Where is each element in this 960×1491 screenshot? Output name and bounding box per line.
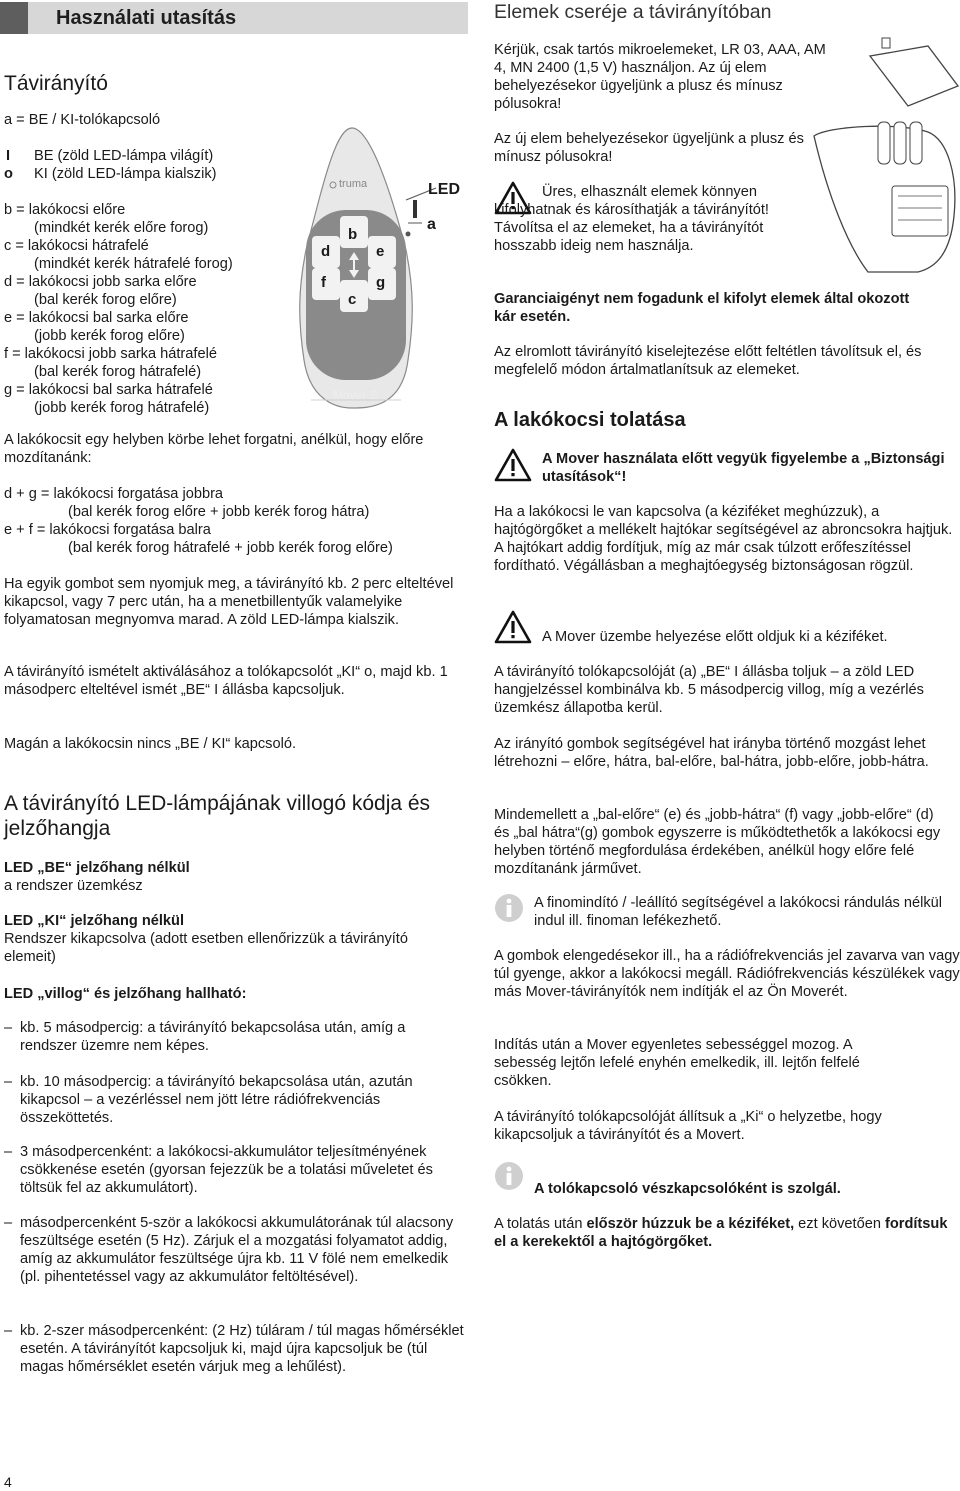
remote-model: Mover S	[333, 388, 378, 402]
legend-line: b = lakókocsi előre	[4, 202, 126, 218]
bullet-dash: –	[4, 1020, 13, 1036]
legend-line: (bal kerék forog előre)	[34, 292, 177, 308]
reverse-warning-2: A Mover üzembe helyezése előtt oldjuk ki a kéziféket.	[542, 629, 888, 645]
reverse-section-title: A lakókocsi tolatása	[494, 409, 686, 431]
reactivate-text: A távirányító ismételt aktiválásához a tolókapcsolót „KI“ o, majd kb. 1 másodperc elteltével ismét „BE“ I állásba kapcsoljuk.	[4, 664, 448, 698]
reverse-text-1: Ha a lakókocsi le van kapcsolva (a kéziféket meghúzzuk), a hajtógörgőket a mellékelt hajtókar segítségével az abroncsokra hajtjuk. A hajtókart addig fordítjuk, míg az már csak túlzott erőfeszítéssel fordítható. Végállásban a meghajtóegység biztonságosan rögzül.	[494, 504, 953, 574]
slide-switch	[413, 200, 417, 218]
legend-line: d = lakókocsi jobb sarka előre	[4, 274, 197, 290]
bullet-dash: –	[4, 1323, 13, 1339]
reverse-warning: A Mover használata előtt vegyük figyelembe a „Biztonsági utasítások“!	[542, 451, 945, 485]
auto-off-text: Ha egyik gombot sem nyomjuk meg, a távirányító kb. 2 perc elteltével kikapcsol, vagy 7 perc után, ha a menetbillentyűk valamelyike folyamatosan megnyomva marad. A zöld LED-lámpa kialszik.	[4, 576, 454, 628]
led-blink-title: LED „villog“ és jelzőhang hallható:	[4, 986, 247, 1002]
reverse-text-2: A távirányító tolókapcsolóját (a) „BE“ I állásba toljuk – a zöld LED hangjelzéssel kombinálva kb. 5 másodpercig villog, míg a vezérlés üzemkész állapotba kerül.	[494, 664, 924, 716]
button-b-label: b	[348, 226, 358, 243]
page-header-bar	[0, 2, 468, 34]
header-accent-block	[0, 2, 28, 34]
page-number: 4	[4, 1474, 12, 1490]
battery-text-1: Kérjük, csak tartós mikroelemeket, LR 03, AAA, AM 4, MN 2400 (1,5 V) használjon. Az új elem behelyezésekor ügyeljünk a plusz és mínusz pólusokra!	[494, 42, 826, 112]
legend-line: (bal kerék forog hátrafelé)	[34, 364, 202, 380]
final-text-b: először húzzuk be a kéziféket,	[586, 1216, 795, 1232]
final-text-c: ezt követően	[794, 1216, 885, 1232]
reverse-text-3: Az irányító gombok segítségével hat irányba történő mozgást lehet létrehozni – előre, hátra, bal-előre, bal-hátra, jobb-előre, jobb-hátra.	[494, 736, 929, 770]
reverse-text-6: Indítás után a Mover egyenletes sebességgel mozog. A sebesség lejtőn lefelé enyhén emelkedik, ill. lejtőn felfelé csökken.	[494, 1037, 860, 1089]
page-header-title: Használati utasítás	[56, 7, 237, 29]
blink-item: kb. 10 másodpercig: a távirányító bekapcsolása után, azután kikapcsol – a vezérléssel nem jött létre rádiófrekvenciás összeköttetés.	[20, 1074, 413, 1126]
legend-o: KI (zöld LED-lámpa kialszik)	[34, 166, 217, 182]
rotate-ef-sub: (bal kerék forog hátrafelé + jobb kerék forog előre)	[68, 540, 393, 556]
reverse-text-5: A gombok elengedésekor ill., ha a rádiófrekvenciás jel zavarva van vagy túl gyenge, akkor a lakókocsi megáll. Rádiófrekvenciás készülékek vagy más Mover-távirányítók nem indítják el az Ön Moverét.	[494, 948, 960, 1000]
final-text-d: fordítsuk el a kerekektől a hajtógörgőket.	[494, 1216, 948, 1250]
warning-icon	[494, 610, 532, 644]
reverse-text-4: Mindemellett a „bal-előre“ (e) és „jobb-hátra“ (f) vagy „jobb-előre“ (d) és „bal hátra“(g) gombok egyszerre is működtethetők a lakókocsi egy helyben történő megfordulása érdekében, anélkül hogy előre felé mozdítanánk járművet.	[494, 807, 941, 877]
led-light	[406, 232, 411, 237]
button-c-label: c	[348, 291, 357, 308]
legend-line: f = lakókocsi jobb sarka hátrafelé	[4, 346, 217, 362]
bullet-dash: –	[4, 1144, 13, 1160]
button-g-label: g	[376, 274, 386, 291]
final-text-a: A tolatás után	[494, 1216, 587, 1232]
led-off-title: LED „KI“ jelzőhang nélkül	[4, 913, 185, 929]
blink-item: másodpercenként 5-ször a lakókocsi akkumulátorának túl alacsony feszültsége esetén (5 Hz). Zárjuk el a mozgatási folyamatot addig, amíg az akkumulátor feszültsége újra kb. 11 V fölé nem emelkedik (pl. pihentetéssel vagy az akkumulátor feltöltésével).	[20, 1215, 454, 1285]
button-e-label: e	[376, 243, 385, 260]
info-icon	[494, 893, 524, 923]
final-text	[494, 1215, 954, 1251]
legend-line: c = lakókocsi hátrafelé	[4, 238, 149, 254]
led-on-text: a rendszer üzemkész	[4, 878, 143, 894]
legend-line: (jobb kerék forog hátrafelé)	[34, 400, 210, 416]
info-icon	[494, 1161, 524, 1191]
blink-item: 3 másodpercenként: a lakókocsi-akkumulátor teljesítményének csökkenése esetén (gyorsan fejezzük be a tolatási műveletet és töltsük fel az akkumulátort).	[20, 1144, 433, 1196]
legend-line: (jobb kerék forog előre)	[34, 328, 185, 344]
led-on-title: LED „BE“ jelzőhang nélkül	[4, 860, 190, 876]
legend-o-key: o	[4, 166, 13, 182]
led-off-text: Rendszer kikapcsolva (adott esetben ellenőrizzük a távirányító elemeit)	[4, 931, 408, 965]
remote-brand: truma	[339, 178, 368, 190]
warranty-text: Garanciaigényt nem fogadunk el kifolyt elemek által okozott kár esetén.	[494, 291, 910, 325]
battery-cell	[878, 122, 890, 164]
info-text-1: A finomindító / -leállító segítségével a lakókocsi rándulás nélkül indul ill. finoman lefékezhető.	[534, 895, 943, 929]
legend-line: e = lakókocsi bal sarka előre	[4, 310, 189, 326]
button-d-label: d	[321, 243, 331, 260]
button-f	[312, 268, 340, 300]
rotate-dg-sub: (bal kerék forog előre + jobb kerék forog hátra)	[68, 504, 370, 520]
reverse-text-7: A távirányító tolókapcsolóját állítsuk a „Ki“ o helyzetbe, hogy kikapcsoljuk a távirányítót és a Movert.	[494, 1109, 882, 1143]
bullet-dash: –	[4, 1074, 13, 1090]
no-switch-text: Magán a lakókocsin nincs „BE / KI“ kapcsoló.	[4, 736, 297, 752]
switch-label: a	[427, 216, 436, 233]
disposal-text: Az elromlott távirányító kiselejtezése előtt feltétlen távolítsuk el, és megfelelő módon ártalmatlanítsuk az elemeket.	[494, 344, 922, 378]
battery-slot	[892, 186, 948, 236]
battery-cover	[870, 46, 958, 106]
rotate-dg: d + g = lakókocsi forgatása jobbra	[4, 486, 224, 502]
battery-cell	[910, 122, 922, 164]
remote-control-illustration	[296, 120, 466, 420]
warning-icon	[494, 448, 532, 482]
battery-cell	[894, 122, 906, 164]
legend-I-key: I	[6, 148, 11, 164]
legend-a: a = BE / KI-tolókapcsoló	[4, 112, 161, 128]
rotate-intro: A lakókocsit egy helyben körbe lehet forgatni, anélkül, hogy előre mozdítanánk:	[4, 432, 424, 466]
led-label: LED	[428, 181, 460, 198]
led-section-title: A távirányító LED-lámpájának villogó kódja és jelzőhangja	[4, 792, 431, 840]
legend-line: (mindkét kerék előre forog)	[34, 220, 209, 236]
battery-warning-text: Üres, elhasznált elemek könnyen kifolyhatnak és károsíthatják a távirányítót! Távolítsa el az elemeket, ha a távirányítót hosszabb ideig nem használja.	[494, 184, 769, 254]
bullet-dash: –	[4, 1215, 13, 1231]
battery-text-2: Az új elem behelyezésekor ügyeljünk a plusz és mínusz pólusokra!	[494, 131, 804, 165]
battery-section-title: Elemek cseréje a távirányítóban	[494, 1, 772, 23]
remote-title: Távirányító	[4, 72, 108, 95]
legend-I: BE (zöld LED-lámpa világít)	[34, 148, 214, 164]
rotate-ef: e + f = lakókocsi forgatása balra	[4, 522, 211, 538]
legend-line: (mindkét kerék hátrafelé forog)	[34, 256, 233, 272]
battery-compartment-illustration	[808, 36, 960, 274]
info-text-2: A tolókapcsoló vészkapcsolóként is szolgál.	[534, 1181, 841, 1197]
legend-line: g = lakókocsi bal sarka hátrafelé	[4, 382, 213, 398]
button-f-label: f	[321, 274, 326, 291]
blink-item: kb. 2-szer másodpercenként: (2 Hz) túláram / túl magas hőmérséklet esetén. A távirányítót kapcsoljuk ki, majd újra kapcsoljuk be (túl magas hőmérséklet esetén várjuk meg a lehűlést).	[20, 1323, 464, 1375]
blink-item: kb. 5 másodpercig: a távirányító bekapcsolása után, amíg a rendszer üzemre nem képes.	[20, 1020, 406, 1054]
